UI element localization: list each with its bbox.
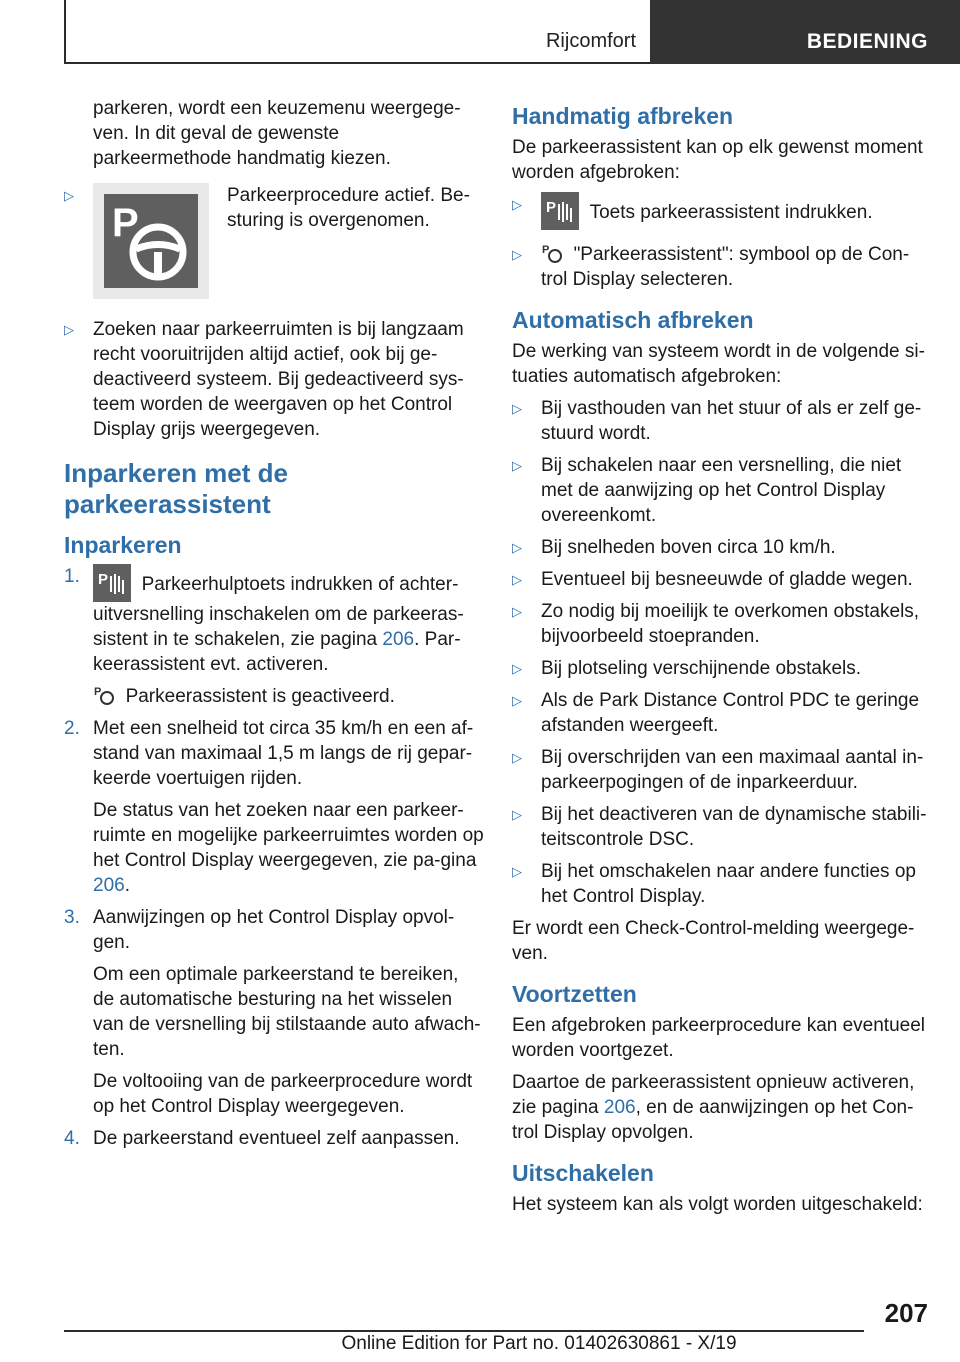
step-1: 1. P Parkeerhulptoets indrukken of achter-uitversnelling inschakelen om de parkeeras-sistent in te schakelen, zie pagina 206. Par-keerassistent evt. activeren. P Parkeerassistent is geactiveerd. [64,566,464,707]
step-3: 3. Aanwijzingen op het Control Display opvol-gen. Om een optimale parkeerstand te bereiken, de automatische besturing na het wisselen van de versnelling bij stilstaande auto afwach-ten. De voltooiing van de parkeerprocedure wordt op het Control Display weergegeven. [64,907,481,1117]
header-frame-vertical [64,0,66,64]
park-assist-symbol-icon [93,684,115,706]
park-assist-button-icon [541,192,579,230]
triangle-right-icon: ▷ [512,197,522,212]
triangle-right-icon: ▷ [512,864,522,879]
triangle-right-icon: ▷ [512,693,522,708]
list-item: ▷ Bij snelheden boven circa 10 km/h. [512,537,836,558]
triangle-right-icon: ▷ [512,540,522,555]
heading-voortzetten: Voortzetten [512,981,637,1007]
heading-uitschakelen: Uitschakelen [512,1160,654,1186]
right-column: Handmatig afbreken De parkeerassistent kan op elk gewenst moment worden afgebroken: ▷ P Toets parkeerassistent indrukken. ▷ P "Parkeerassistent": symbool op de Con-trol Display selecteren. Automatisch afbreken De werking van systeem wordt in de volgende si-tuaties automatisch afgebroken: ▷ Bij vasthouden van het stuur of als er zelf ge-stuurd wordt. ▷ Bij schakelen naar een versnelling, die niet met de aanwijzing op het Control Display overeenkomt. ▷ Bij snelheden boven circa 10 km/h. ▷ Eventueel bij besneeuwde of gladde wegen. ▷ Zo nodig bij moeilijk te overkomen obstakels, bijvoorbeeld stoepranden. ▷ Bij plotseling verschijnende obstakels. ▷ Als de Park Distance Control PDC te geringe afstanden weergeeft. ▷ Bij overschrijden van een maximaal aantal in-parkeerpogingen of de inparkeerduur. ▷ Bij het deactiveren van de dynamische stabili-teitscontrole DSC. ▷ Bij het omschakelen naar andere functies op het Control Display. Er wordt een Check-Control-melding weergege-ven. Voortzetten Een afgebroken parkeerprocedure kan eventueel worden voortgezet. Daartoe de parkeerassistent opnieuw activeren, zie pagina 206, en de aanwijzingen op het Con-trol Display opvolgen. Uitschakelen Het systeem kan als volgt worden uitgeschakeld: [512,96,930,1224]
list-item: ▷ Zo nodig bij moeilijk te overkomen obstakels, bijvoorbeeld stoepranden. [512,601,920,647]
list-item: ▷ Eventueel bij besneeuwde of gladde wegen. [512,569,913,590]
header-chapter-tab [650,0,960,64]
page-link-206[interactable]: 206 [93,875,125,896]
header-frame-horizontal [64,62,650,64]
heading-automatisch-afbreken: Automatisch afbreken [512,307,754,333]
heading-handmatig-afbreken: Handmatig afbreken [512,103,734,129]
bullet-search: ▷ Zoeken naar parkeerruimten is bij langzaam recht vooruitrijden altijd actief, ook bij ge-deactiveerd systeem. Bij gedeactiveerd sys-teem worden de weergaven op het Control Display grijs weergegeven. [64,319,464,440]
triangle-right-icon: ▷ [512,458,522,473]
page-number: 207 [884,1298,928,1328]
triangle-right-icon: ▷ [512,807,522,822]
intro-paragraph: parkeren, wordt een keuzemenu weergege- ven. In dit geval de gewenste parkeermethode handmatig kiezen. [93,98,461,169]
bullet-parking-active-text: Parkeerprocedure actief. Be- sturing is overgenomen. [227,185,470,231]
step-2: 2. Met een snelheid tot circa 35 km/h en een af-stand van maximaal 1,5 m langs de rij gepar-keerde voertuigen rijden. De status van het zoeken naar een parkeer-ruimte en mogelijke parkeerruimtes worden op het Control Display weergegeven, zie pa-gina 206. [64,718,484,896]
step-4: 4. De parkeerstand eventueel zelf aanpassen. [64,1128,460,1149]
list-item: ▷ Bij vasthouden van het stuur of als er zelf ge-stuurd wordt. [512,398,922,444]
header-section-title: Rijcomfort [545,30,636,52]
list-item: ▷ Bij het deactiveren van de dynamische stabili-teitscontrole DSC. [512,804,927,850]
parking-steering-icon [93,183,209,299]
triangle-right-icon: ▷ [512,750,522,765]
triangle-right-icon: ▷ [512,604,522,619]
triangle-right-icon: ▷ [512,661,522,676]
triangle-right-icon: ▷ [512,572,522,587]
triangle-right-icon: ▷ [512,401,522,416]
triangle-right-icon: ▷ [512,247,522,262]
heading-inparkeren-parkeerassistent: Inparkeren met de parkeerassistent [64,458,288,519]
footer-rule [64,1330,864,1332]
svg-text:P: P [546,199,557,216]
header-chapter-title: BEDIENING [806,30,928,53]
list-item: ▷ Bij het omschakelen naar andere functies op het Control Display. [512,861,916,907]
svg-text:P: P [112,201,139,245]
svg-text:P: P [94,686,102,698]
list-item: ▷ Bij plotseling verschijnende obstakels. [512,658,862,679]
triangle-right-icon: ▷ [64,322,74,337]
svg-text:P: P [542,244,550,256]
bullet-manual-symbol: ▷ P "Parkeerassistent": symbool op de Con-trol Display selecteren. [512,244,910,290]
list-item: ▷ Bij overschrijden van een maximaal aantal in-parkeerpogingen of de inparkeerduur. [512,747,924,793]
triangle-right-icon: ▷ [64,188,74,203]
park-assist-symbol-icon [541,242,563,264]
bullet-parking-active [64,183,484,299]
page-link-206[interactable]: 206 [603,1097,636,1118]
list-item: ▷ Als de Park Distance Control PDC te geringe afstanden weergeeft. [512,690,920,736]
footer-edition: Online Edition for Part no. 01402630861 - X/19 [341,1333,737,1354]
page-link-206[interactable]: 206 [382,629,415,650]
bullet-manual-button: ▷ P Toets parkeerassistent indrukken. [512,192,930,230]
list-item: ▷ Bij schakelen naar een versnelling, die niet met de aanwijzing op het Control Display overeenkomt. [512,455,902,526]
auto-bullet-list [512,396,930,909]
heading-inparkeren: Inparkeren [64,532,182,558]
left-column [64,96,484,1158]
svg-text:P: P [98,571,109,588]
park-assist-button-icon [93,564,131,602]
